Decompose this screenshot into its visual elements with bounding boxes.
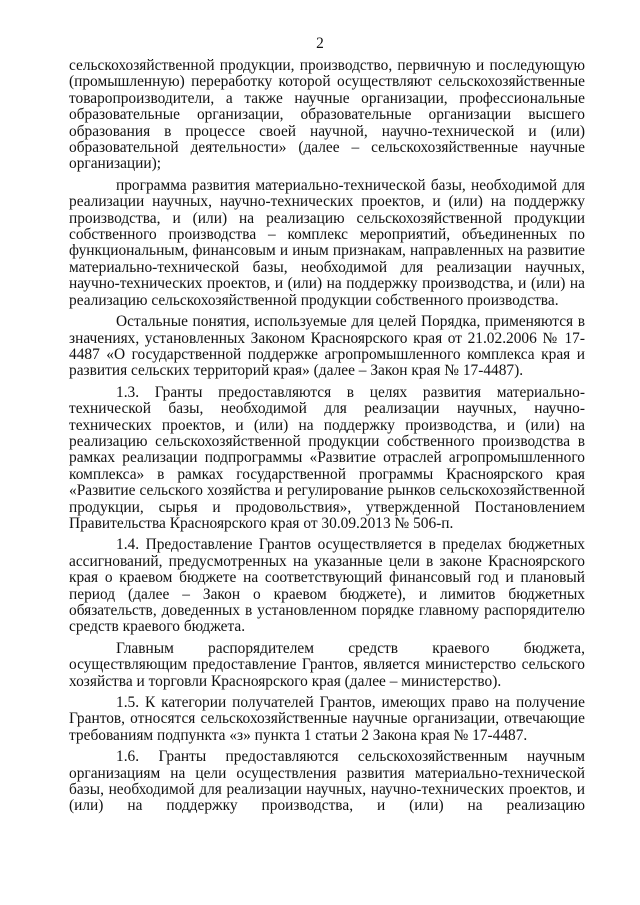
text-line: предоставление Грантов, является министерство сельского хозяйства: [69, 656, 585, 690]
text-line: 1.4. Предоставление Грантов осуществляется в пределах бюджетных: [116, 536, 585, 554]
paragraph-1-3: [69, 385, 585, 533]
text-line: производства.: [467, 291, 559, 309]
text-line: Главным распорядителем средств краевого бюджета, осуществляющим: [69, 639, 585, 674]
text-line: образования в процессе своей научной, научно-технической и (или): [69, 122, 585, 140]
text-line: сельскохозяйственной продукции, производство, первичную и последующую: [69, 57, 585, 74]
text-line: края о краевом бюджете на соответствующий финансовый год и плановый: [69, 569, 585, 587]
text-line: Правительства Красноярского края от 30.09.2013 № 506-п.: [69, 514, 454, 532]
paragraph-1-6: [69, 749, 585, 815]
paragraph-1-5: [69, 695, 585, 744]
text-line: № 17-4487 «О государственной поддержке агропромышленного комплекса края: [69, 329, 585, 363]
text-line: «Развитие сельского хозяйства и регулирование рынков сельскохозяйственной: [69, 482, 585, 500]
document-body: [69, 58, 585, 815]
text-line: программа развития материально-технической базы, необходимой: [116, 176, 558, 194]
text-line: на развитие материально-технической базы, необходимой для реализации: [69, 242, 585, 276]
text-line: и (или) на поддержку производства, и (или) на реализацию: [69, 416, 585, 450]
paragraph-program-definition: [69, 178, 585, 309]
text-line: комплекса» в рамках государственной программы Красноярского края: [69, 465, 585, 483]
text-line: по функциональным, финансовым и иным признакам, направленных: [69, 226, 585, 260]
text-line: продукции, сырья и продовольствия», утвержденной Постановлением: [69, 498, 585, 516]
page-number: 2: [316, 35, 324, 52]
text-line: организациям на цели осуществления развития материально-технической базы,: [69, 764, 585, 799]
text-line: продукции собственного производства – комплекс мероприятий, объединенных: [69, 209, 585, 244]
text-line: обязательств, доведенных в установленном порядке главному распорядителю: [69, 602, 585, 619]
text-line: в значениях, установленных Законом Красноярского края от 21.02.2006: [69, 313, 585, 347]
text-line: средств краевого бюджета.: [69, 618, 246, 636]
text-line: реализации подпрограммы «Развитие отраслей агропромышленного: [122, 449, 585, 467]
text-line: базы, необходимой для реализации научных, научно-технических проектов,: [69, 400, 585, 434]
text-line: и (или) на поддержку производства, и (или) на реализацию: [69, 781, 585, 815]
text-line: 1.3. Гранты предоставляются в целях развития материально-технической: [69, 383, 585, 418]
paragraph-other-terms: [69, 314, 585, 380]
text-line: период (далее – Закон о краевом бюджете), и лимитов бюджетных: [69, 585, 585, 603]
text-line: Грантов, относятся сельскохозяйственные научные организации, отвечающие: [69, 710, 585, 728]
text-line: и развития сельских территорий края» (далее – Закон края № 17-4487).: [69, 345, 585, 380]
text-line: организации);: [69, 155, 162, 173]
text-line: необходимой для реализации научных, научно-технических проектов,: [108, 781, 573, 799]
text-line: 1.5. К категории получателей Грантов, имеющих право на получение: [116, 694, 585, 712]
text-line: (или) на реализацию сельскохозяйственной продукции собственного: [69, 275, 585, 309]
text-line: требованиям подпункта «з» пункта 1 статьи 2 Закона края № 17-4487.: [69, 726, 528, 744]
text-line: образовательной деятельности» (далее – сельскохозяйственные научные: [69, 139, 585, 157]
paragraph-1-4: [69, 537, 585, 635]
text-line: сельскохозяйственной продукции собственного производства в рамках: [69, 432, 585, 467]
text-line: 1.6. Гранты предоставляются сельскохозяйственным научным: [116, 748, 585, 766]
text-line: образовательные организации, образовательные организации высшего: [69, 106, 585, 124]
text-line: Остальные понятия, используемые для целей Порядка, применяются: [116, 313, 574, 331]
text-line: товаропроизводители, а также научные организации, профессиональные: [69, 89, 585, 107]
text-line: для реализации научных, научно-технических проектов, и (или): [69, 176, 585, 211]
text-line: ассигнований, предусмотренных на указанные цели в законе Красноярского: [69, 552, 585, 570]
paragraph-definition-continuation: [69, 58, 585, 173]
text-line: и торговли Красноярского края (далее – министерство).: [136, 672, 502, 690]
text-line: (промышленную) переработку которой осуществляют сельскохозяйственные: [69, 73, 585, 91]
paragraph-main-administrator: [69, 641, 585, 690]
text-line: научных, научно-технических проектов, и (или) на поддержку производства, и: [69, 258, 585, 293]
text-line: на поддержку производства, и (или) на реализацию сельскохозяйственной: [69, 193, 585, 227]
